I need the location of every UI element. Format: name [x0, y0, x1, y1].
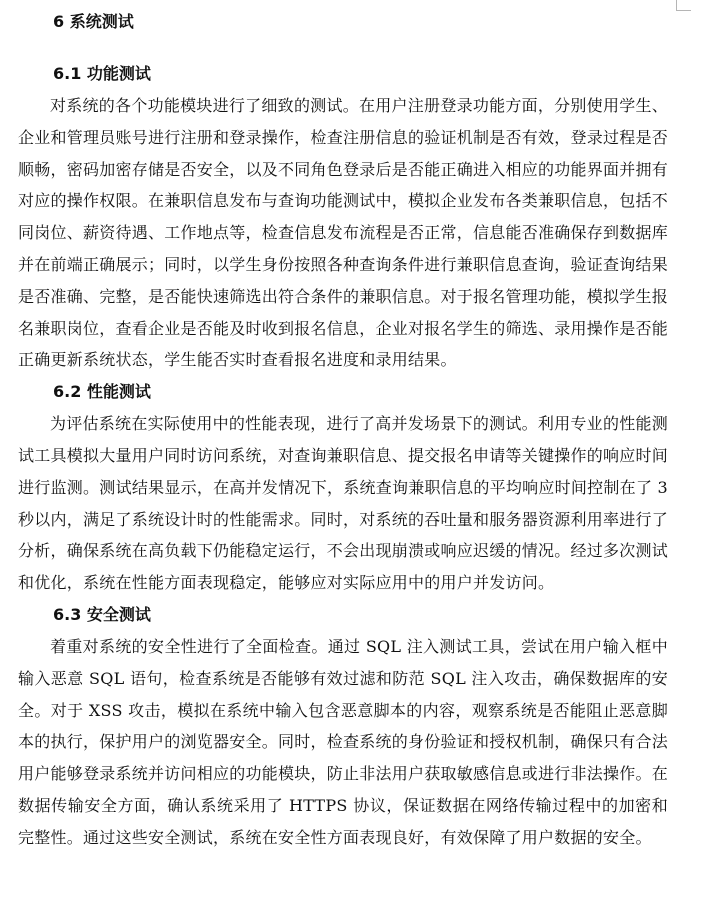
- section-security-testing: [18, 599, 668, 854]
- section-performance-testing: [18, 376, 668, 599]
- section-paragraph: 为评估系统在实际使用中的性能表现，进行了高并发场景下的测试。利用专业的性能测试工具模拟大量用户同时访问系统，对查询兼职信息、提交报名申请等关键操作的响应时间进行监测。测试结果显示，在高并发情况下，系统查询兼职信息的平均响应时间控制在了 3 秒以内，满足了系统设计时的性能需求。同时，对系统的吞吐量和服务器资源利用率进行了分析，确保系统在高负载下仍能稳定运行，不会出现崩溃或响应迟缓的情况。经过多次测试和优化，系统在性能方面表现稳定，能够应对实际应用中的用户并发访问。: [18, 414, 669, 593]
- page-corner-mark: [676, 0, 691, 11]
- section-heading: 6.1 功能测试: [53, 64, 151, 83]
- section-heading: 6.3 安全测试: [53, 604, 151, 624]
- section-paragraph: 着重对系统的安全性进行了全面检查。通过 SQL 注入测试工具，尝试在用户输入框中输入恶意 SQL 语句，检查系统是否能够有效过滤和防范 SQL 注入攻击，确保数据库的安全。对于 XSS 攻击，模拟在系统中输入包含恶意脚本的内容，观察系统是否能阻止恶意脚本的执行，保护用户的浏览器安全。同时，检查系统的身份验证和授权机制，确保只有合法用户能够登录系统并访问相应的功能模块，防止非法用户获取敏感信息或进行非法操作。在数据传输安全方面，确认系统采用了 HTTPS 协议，保证数据在网络传输过程中的加密和完整性。通过这些安全测试，系统在安全性方面表现良好，有效保障了用户数据的安全。: [18, 636, 669, 847]
- section-paragraph: 对系统的各个功能模块进行了细致的测试。在用户注册登录功能方面，分别使用学生、企业和管理员账号进行注册和登录操作，检查注册信息的验证机制是否有效，登录过程是否顺畅，密码加密存储是否安全，以及不同角色登录后是否能正确进入相应的功能界面并拥有对应的操作权限。在兼职信息发布与查询功能测试中，模拟企业发布各类兼职信息，包括不同岗位、薪资待遇、工作地点等，检查信息发布流程是否正常，信息能否准确保存到数据库并在前端正确展示；同时，以学生身份按照各种查询条件进行兼职信息查询，验证查询结果是否准确、完整，是否能快速筛选出符合条件的兼职信息。对于报名管理功能，模拟学生报名兼职岗位，查看企业是否能及时收到报名信息，企业对报名学生的筛选、录用操作是否能正确更新系统状态，学生能否实时查看报名进度和录用结果。: [18, 96, 669, 370]
- chapter-title: 6 系统测试: [53, 12, 134, 31]
- section-functional-testing: [18, 58, 668, 376]
- section-heading: 6.2 性能测试: [53, 382, 151, 402]
- document-page: [18, 6, 668, 854]
